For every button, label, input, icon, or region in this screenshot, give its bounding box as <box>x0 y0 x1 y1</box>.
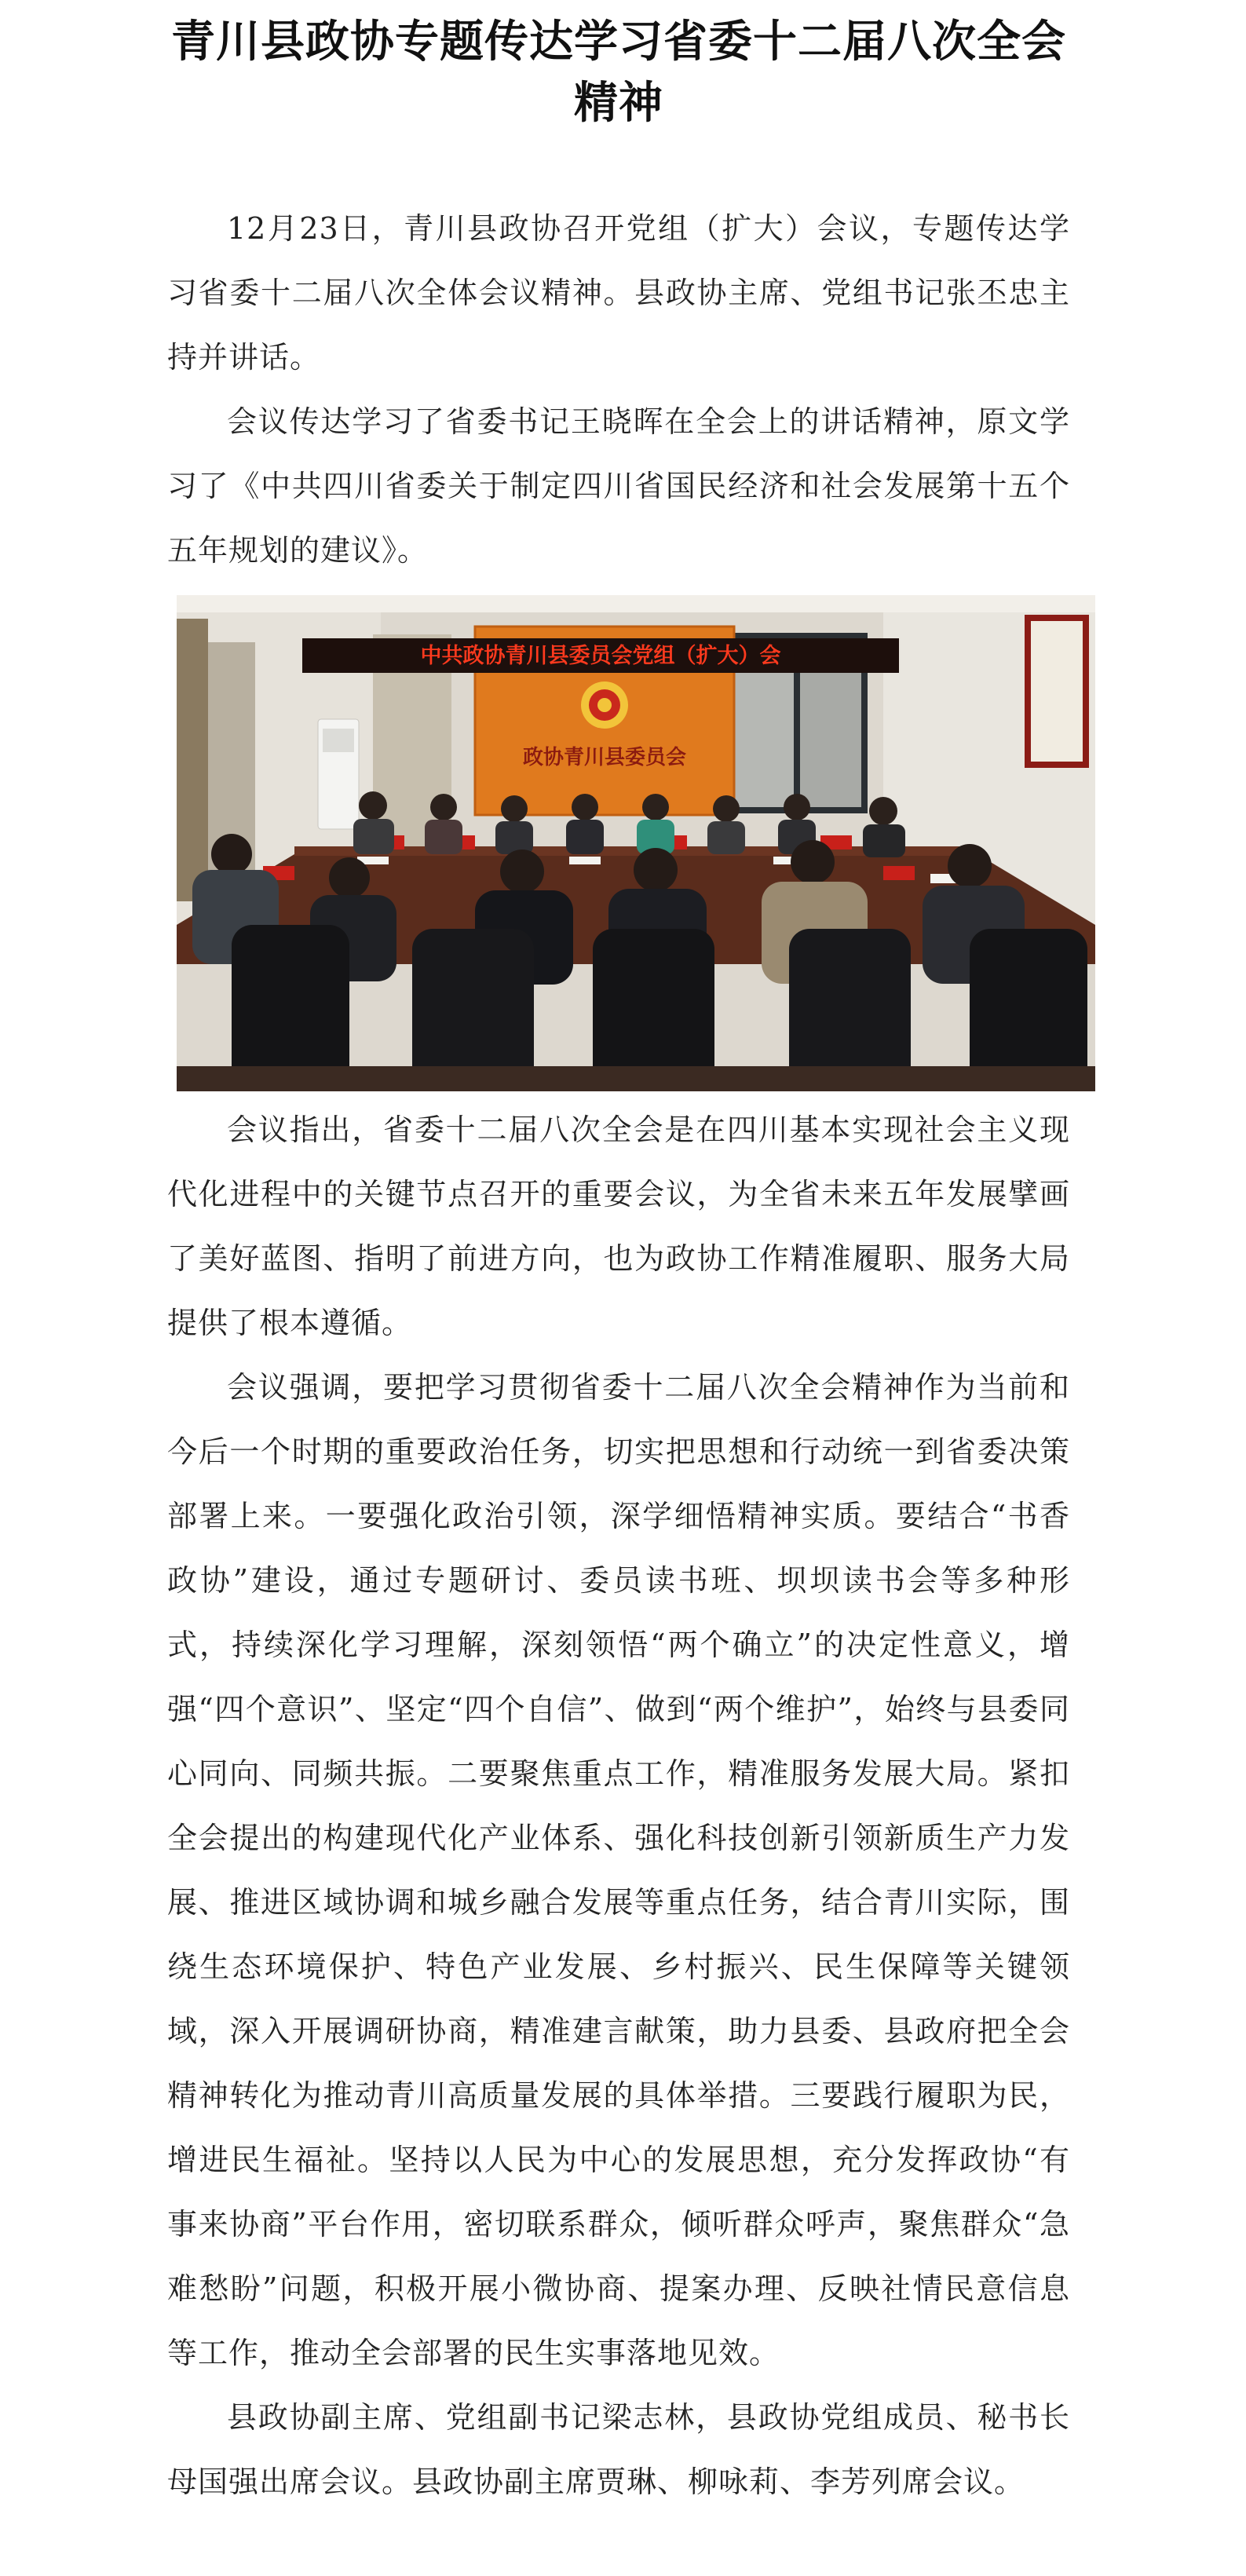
article-title: 青川县政协专题传达学习省委十二届八次全会精神 <box>171 16 1066 129</box>
paragraph-intro: 12月23日，青川县政协召开党组（扩大）会议，专题传达学习省委十二届八次全体会议精神。县政协主席、党组书记张丕忠主持并讲话。 <box>167 211 1070 375</box>
meeting-photo <box>177 595 1095 1091</box>
article-body <box>167 196 1070 2514</box>
banner-text: 中共政协青川县委员会党组（扩大）会 <box>420 644 781 668</box>
article <box>167 0 1070 2514</box>
paragraph-study: 会议传达学习了省委书记王晓晖在全会上的讲话精神，原文学习了《中共四川省委关于制定四川省国民经济和社会发展第十五个五年规划的建议》。 <box>167 404 1070 568</box>
paragraph-attendees: 县政协副主席、党组副书记梁志林，县政协党组成员、秘书长母国强出席会议。县政协副主席贾琳、柳咏莉、李芳列席会议。 <box>167 2400 1070 2499</box>
paragraph-requirements: 会议强调，要把学习贯彻省委十二届八次全会精神作为当前和今后一个时期的重要政治任务，切实把思想和行动统一到省委决策部署上来。一要强化政治引领，深学细悟精神实质。要结合“书香政协”建设，通过专题研讨、委员读书班、坝坝读书会等多种形式，持续深化学习理解，深刻领悟“两个确立”的决定性意义，增强“四个意识”、坚定“四个自信”、做到“两个维护”，始终与县委同心同向、同频共振。二要聚焦重点工作，精准服务发展大局。紧扣全会提出的构建现代化产业体系、强化科技创新引领新质生产力发展、推进区域协调和城乡融合发展等重点任务，结合青川实际，围绕生态环境保护、特色产业发展、乡村振兴、民生保障等关键领域，深入开展调研协商，精准建言献策，助力县委、县政府把全会精神转化为推动青川高质量发展的具体举措。三要践行履职为民，增进民生福祉。坚持以人民为中心的发展思想，充分发挥政协“有事来协商”平台作用，密切联系群众，倾听群众呼声，聚焦群众“急难愁盼”问题，积极开展小微协商、提案办理、反映社情民意信息等工作，推动全会部署的民生实事落地见效。 <box>167 1370 1070 2370</box>
paragraph-significance: 会议指出，省委十二届八次全会是在四川基本实现社会主义现代化进程中的关键节点召开的重要会议，为全省未来五年发展擘画了美好蓝图、指明了前进方向，也为政协工作精准履职、服务大局提供了根本遵循。 <box>167 1113 1070 1340</box>
meeting-photo-scene <box>177 595 1095 1091</box>
backdrop-text: 政协青川县委员会 <box>522 746 687 769</box>
